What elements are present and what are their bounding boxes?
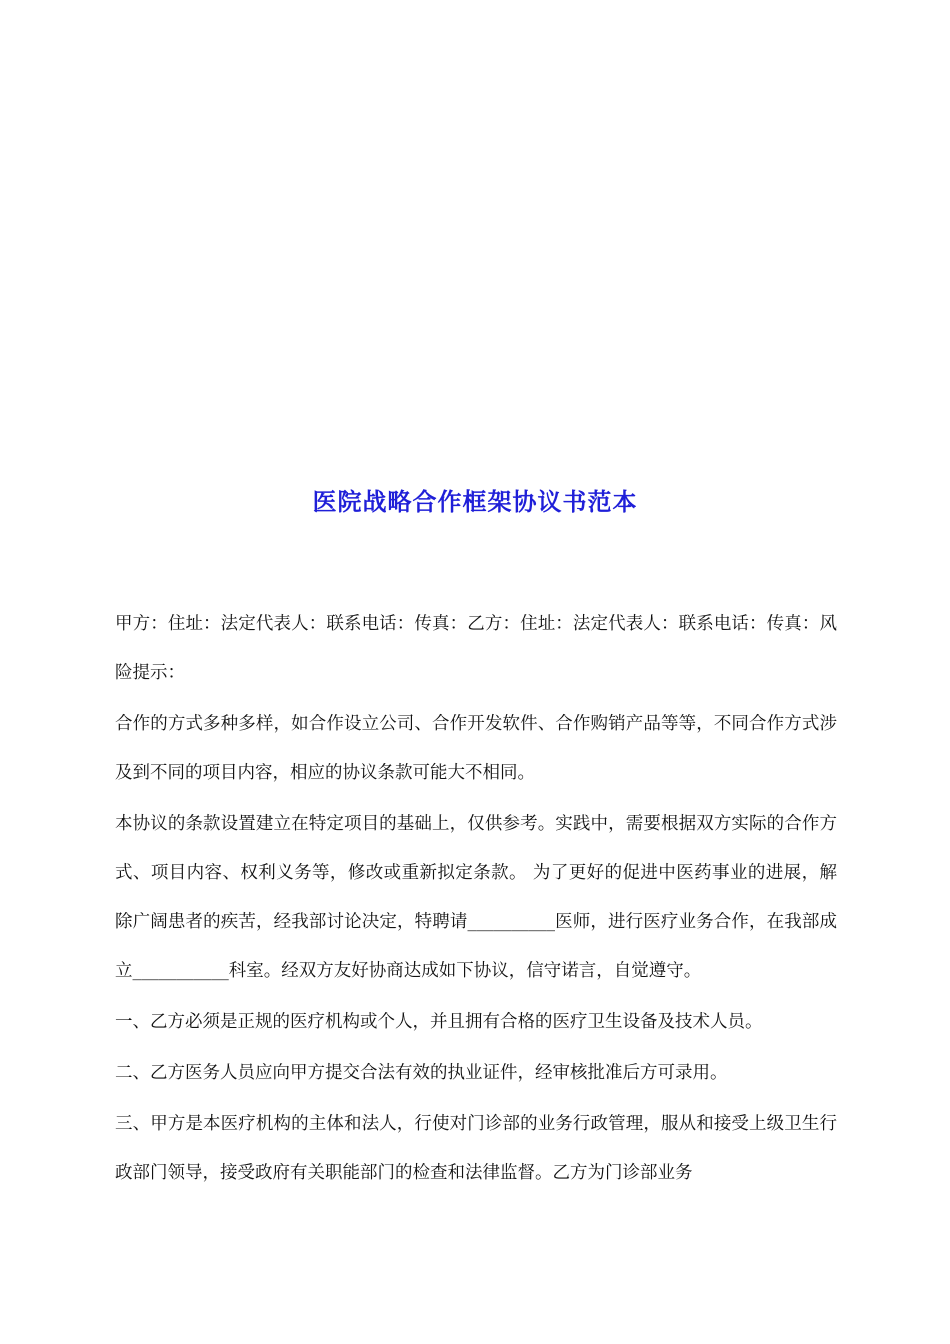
document-body (115, 600, 837, 1200)
document-title: 医院战略合作框架协议书范本 (312, 487, 638, 516)
paragraph-preamble: 本协议的条款设置建立在特定项目的基础上，仅供参考。实践中，需要根据双方实际的合作方式、项目内容、权利义务等，修改或重新拟定条款。 为了更好的促进中医药事业的进展，解除广阔患者的疾苦，经我部讨论决定，特聘请__________医师，进行医疗业务合作，在我部成立___________科室。经双方友好协商达成如下协议，信守诺言，自觉遵守。 (115, 814, 837, 981)
paragraph-risk-note: 合作的方式多种多样，如合作设立公司、合作开发软件、合作购销产品等等，不同合作方式涉及到不同的项目内容，相应的协议条款可能大不相同。 (115, 714, 837, 783)
clause-1: 一、乙方必须是正规的医疗机构或个人，并且拥有合格的医疗卫生设备及技术人员。 (115, 1012, 763, 1032)
clause-2: 二、乙方医务人员应向甲方提交合法有效的执业证件，经审核批准后方可录用。 (115, 1063, 728, 1083)
clause-3: 三、甲方是本医疗机构的主体和法人，行使对门诊部的业务行政管理，服从和接受上级卫生行政部门领导，接受政府有关职能部门的检查和法律监督。乙方为门诊部业务 (115, 1114, 837, 1183)
paragraph-parties: 甲方：住址：法定代表人：联系电话：传真：乙方：住址：法定代表人：联系电话：传真：风险提示： (115, 614, 837, 683)
